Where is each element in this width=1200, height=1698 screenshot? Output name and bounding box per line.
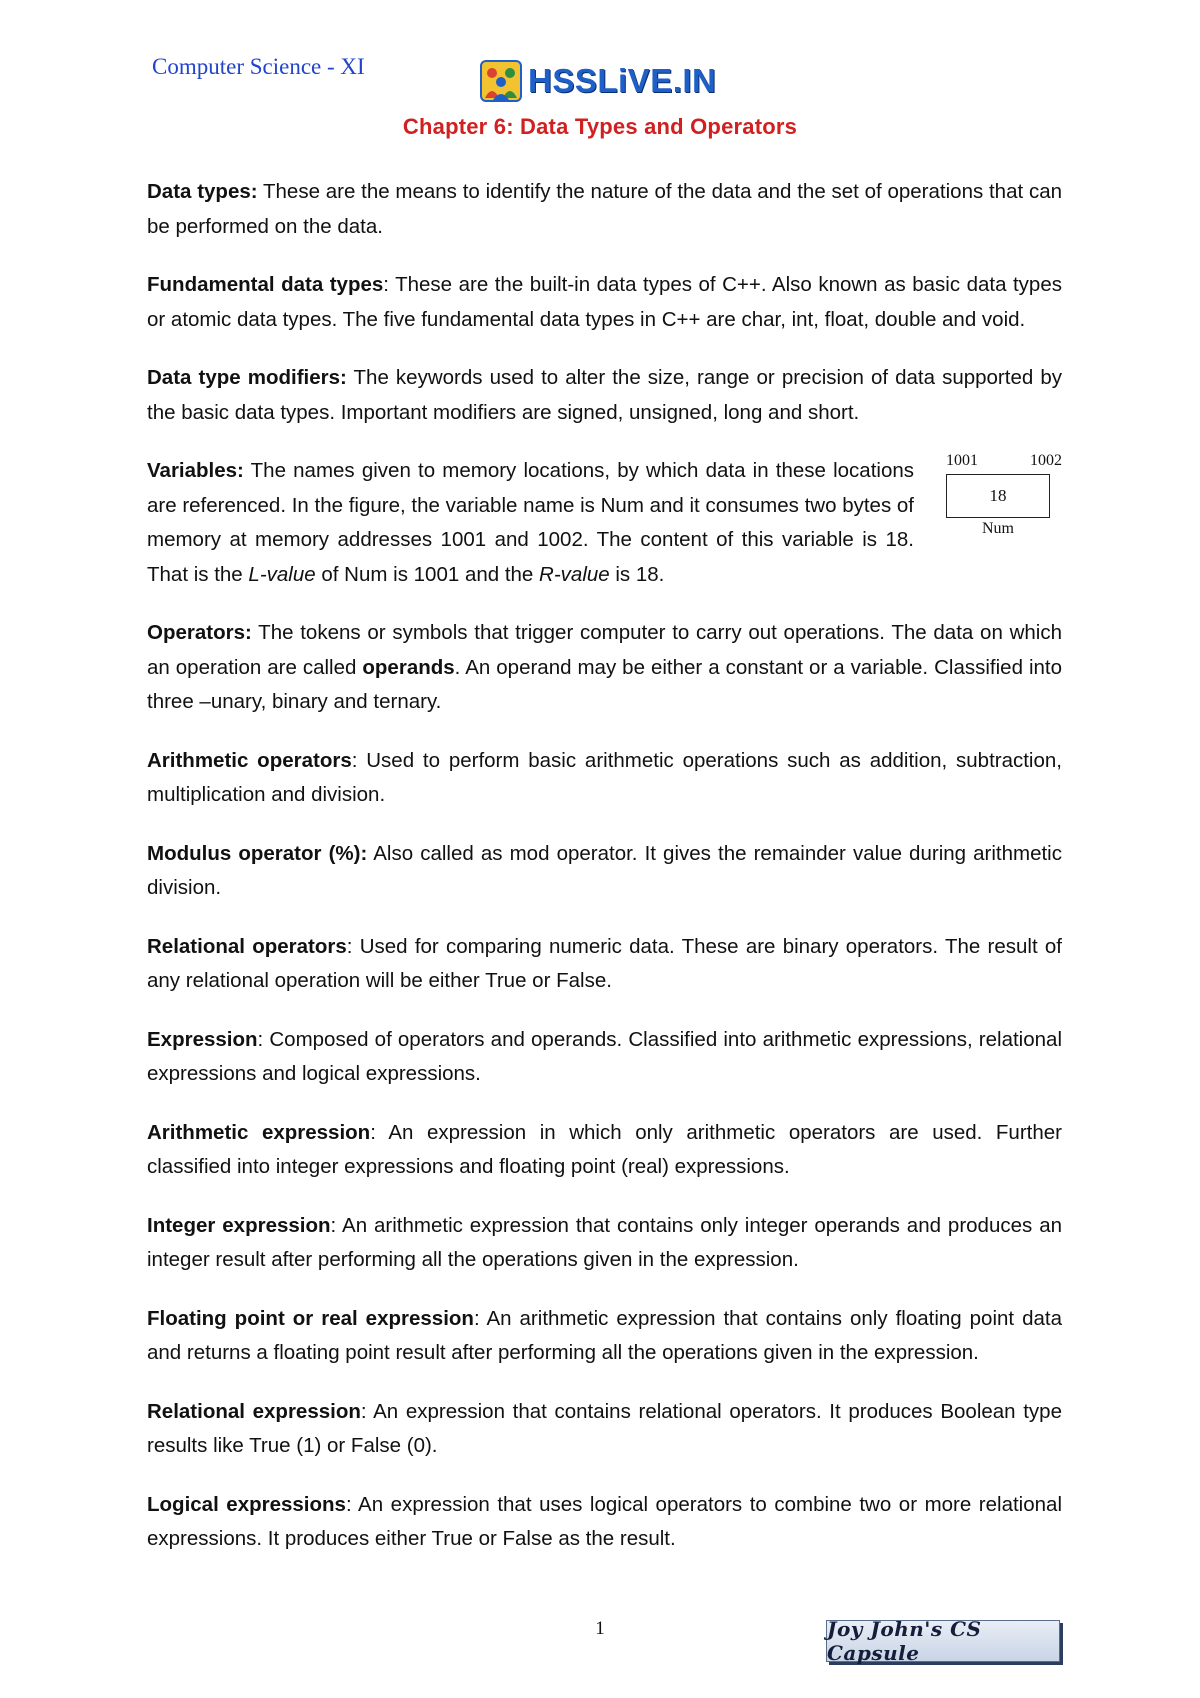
definition: Also called as mod operator. It gives the remainder value during arithmetic division. <box>147 841 1062 899</box>
term: Data type modifiers: <box>147 366 347 389</box>
term: Variables: <box>147 459 244 482</box>
paragraph-logical-expressions <box>147 1488 1062 1557</box>
term: Relational expression <box>147 1399 361 1423</box>
memory-cell-value: 18 <box>946 474 1050 518</box>
definition: The tokens or symbols that trigger computer to carry out operations. The data on which an operation are called <box>147 621 1062 679</box>
logo-text: HSSLiVE.IN <box>528 62 717 99</box>
page-number: 1 <box>595 1618 605 1639</box>
term: Fundamental data types <box>147 273 384 296</box>
paragraph-data-type-modifiers <box>147 361 1062 430</box>
paragraph-arithmetic-expression <box>147 1116 1062 1185</box>
term: Arithmetic operators <box>147 748 352 772</box>
definition: : An expression that contains relational operators. It produces Boolean type results like True (1) or False (0). <box>147 1399 1062 1457</box>
memory-address-1001: 1001 <box>946 452 978 469</box>
term: Modulus operator (%): <box>147 841 368 865</box>
paragraph-data-types <box>147 175 1062 244</box>
paragraph-modulus-operator <box>147 837 1062 906</box>
definition: : Composed of operators and operands. Classified into arithmetic expressions, relational expressions and logical expressions. <box>147 1027 1062 1085</box>
definition: : An arithmetic expression that contains only integer operands and produces an integer result after performing all the operations given in the expression. <box>147 1213 1062 1271</box>
variable-name-label: Num <box>982 520 1014 537</box>
term: Floating point or real expression <box>147 1306 474 1330</box>
term: Operators: <box>147 621 252 644</box>
site-logo <box>480 58 716 104</box>
definition: : An arithmetic expression that contains only floating point data and returns a floating point result after performing all the operations given in the expression. <box>147 1306 1062 1364</box>
paragraph-fundamental-data-types <box>147 268 1062 337</box>
term: Arithmetic expression <box>147 1120 371 1144</box>
paragraph-relational-operators <box>147 930 1062 999</box>
paragraph-floating-point-expression <box>147 1302 1062 1371</box>
term: Expression <box>147 1027 258 1051</box>
definition: The names given to memory locations, by which data in these locations are referenced. In the figure, the variable name is Num and it consumes two bytes of memory at memory addresses 1001 and 1002. The content of this variable is 18. That is the <box>147 459 914 586</box>
definition-cont: . An operand may be either a constant or a variable. Classified into three –unary, binary and ternary. <box>147 655 1062 713</box>
paragraph-integer-expression <box>147 1209 1062 1278</box>
paragraph-expression <box>147 1023 1062 1092</box>
definition-end: is 18. <box>609 562 665 586</box>
l-value-term: L-value <box>248 562 316 586</box>
term: Integer expression <box>147 1213 331 1237</box>
definition: : Used to perform basic arithmetic operations such as addition, subtraction, multiplication and division. <box>147 748 1062 806</box>
paragraph-variables <box>147 454 1062 592</box>
definition: The keywords used to alter the size, range or precision of data supported by the basic data types. Important modifiers are signed, unsigned, long and short. <box>147 366 1062 424</box>
cs-capsule-badge: Joy John's CS Capsule <box>826 1620 1060 1662</box>
definition: : An expression in which only arithmetic operators are used. Further classified into integer expressions and floating point (real) expressions. <box>147 1120 1062 1178</box>
paragraph-operators <box>147 616 1062 720</box>
definition: These are the means to identify the nature of the data and the set of operations that can be performed on the data. <box>147 180 1062 238</box>
term: Relational operators <box>147 934 347 958</box>
memory-address-1002: 1002 <box>1030 452 1062 469</box>
memory-cell-figure <box>942 452 1062 542</box>
term: Data types: <box>147 180 258 203</box>
chapter-title: Chapter 6: Data Types and Operators <box>402 114 798 139</box>
subject-label: Computer Science - XI <box>152 54 365 79</box>
definition: : Used for comparing numeric data. These are binary operators. The result of any relational operation will be either True or False. <box>147 934 1063 992</box>
operands-term: operands <box>362 655 455 679</box>
people-group-icon <box>480 60 522 102</box>
paragraph-relational-expression <box>147 1395 1062 1464</box>
definition: : These are the built-in data types of C++. Also known as basic data types or atomic data types. The five fundamental data types in C++ are char, int, float, double and void. <box>147 273 1062 331</box>
term: Logical expressions <box>147 1492 346 1516</box>
definition: : An expression that uses logical operators to combine two or more relational expressions. It produces either True or False as the result. <box>147 1492 1062 1550</box>
paragraph-arithmetic-operators <box>147 744 1062 813</box>
definition-cont: of Num is 1001 and the <box>315 562 540 586</box>
r-value-term: R-value <box>539 562 610 586</box>
document-body <box>147 175 1062 1581</box>
